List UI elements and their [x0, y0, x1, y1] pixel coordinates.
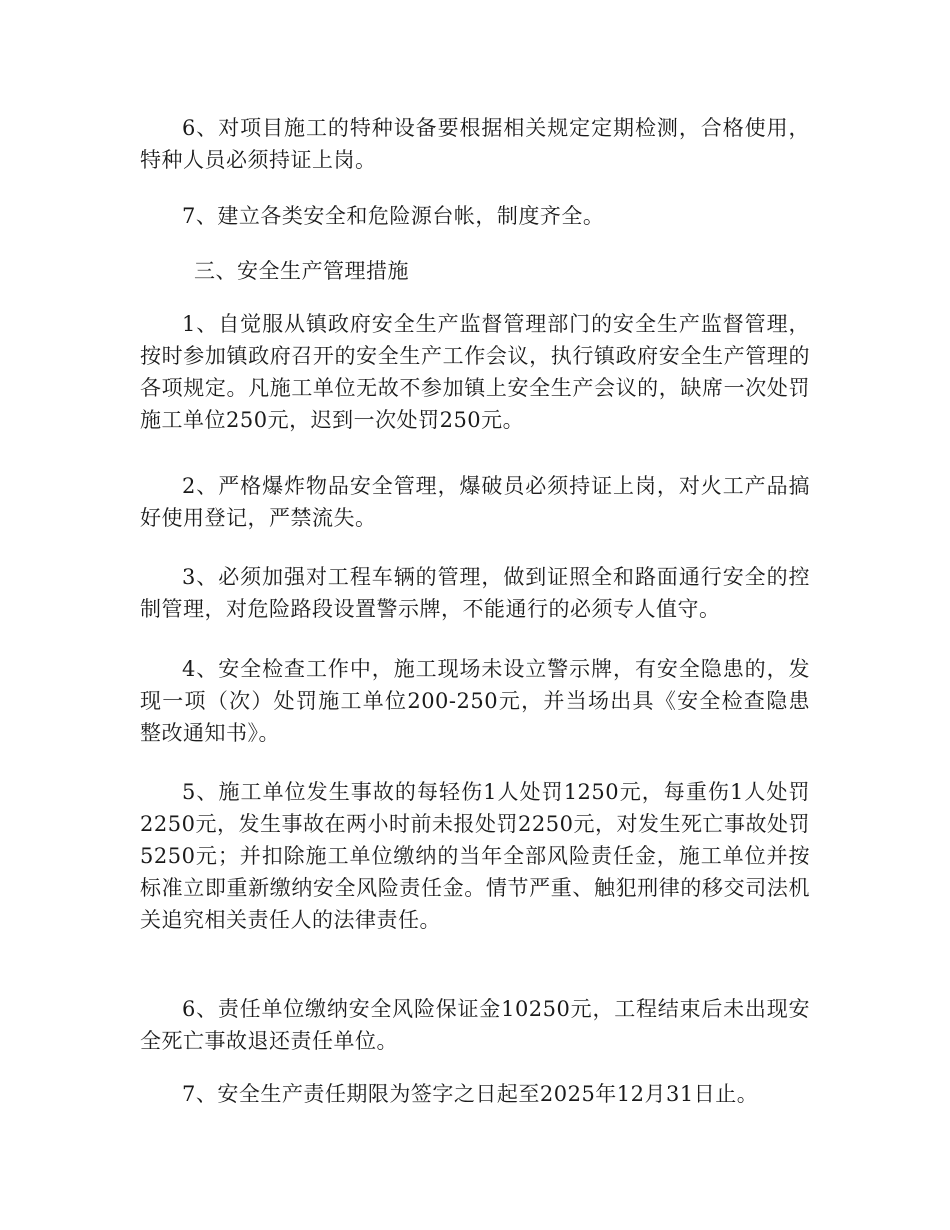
paragraph-measure-2: 2、严格爆炸物品安全管理，爆破员必须持证上岗，对火工产品搞好使用登记，严禁流失。 [140, 474, 810, 530]
paragraph-measure-7: 7、安全生产责任期限为签字之日起至2025年12月31日止。 [182, 1082, 759, 1106]
paragraph-measure-6: 6、责任单位缴纳安全风险保证金10250元，工程结束后未出现安全死亡事故退还责任单位。 [140, 997, 810, 1053]
section-heading-safety-measures: 三、安全生产管理措施 [194, 259, 409, 283]
paragraph-measure-4: 4、安全检查工作中，施工现场未设立警示牌，有安全隐患的，发现一项（次）处罚施工单位200-250元，并当场出具《安全检查隐患整改通知书》。 [140, 657, 810, 745]
paragraph-measure-5: 5、施工单位发生事故的每轻伤1人处罚1250元，每重伤1人处罚2250元，发生事故在两小时前未报处罚2250元，对发生死亡事故处罚5250元；并扣除施工单位缴纳的当年全部风险责任金，施工单位并按标准立即重新缴纳安全风险责任金。情节严重、触犯刑律的移交司法机关追究相关责任人的法律责任。 [140, 780, 810, 932]
paragraph-measure-1: 1、自觉服从镇政府安全生产监督管理部门的安全生产监督管理，按时参加镇政府召开的安全生产工作会议，执行镇政府安全生产管理的各项规定。凡施工单位无故不参加镇上安全生产会议的，缺席一次处罚施工单位250元，迟到一次处罚250元。 [140, 312, 810, 432]
paragraph-special-equipment: 6、对项目施工的特种设备要根据相关规定定期检测，合格使用，特种人员必须持证上岗。 [140, 116, 810, 172]
paragraph-hazard-ledger: 7、建立各类安全和危险源台帐，制度齐全。 [182, 204, 605, 228]
paragraph-measure-3: 3、必须加强对工程车辆的管理，做到证照全和路面通行安全的控制管理，对危险路段设置警示牌，不能通行的必须专人值守。 [140, 565, 810, 621]
